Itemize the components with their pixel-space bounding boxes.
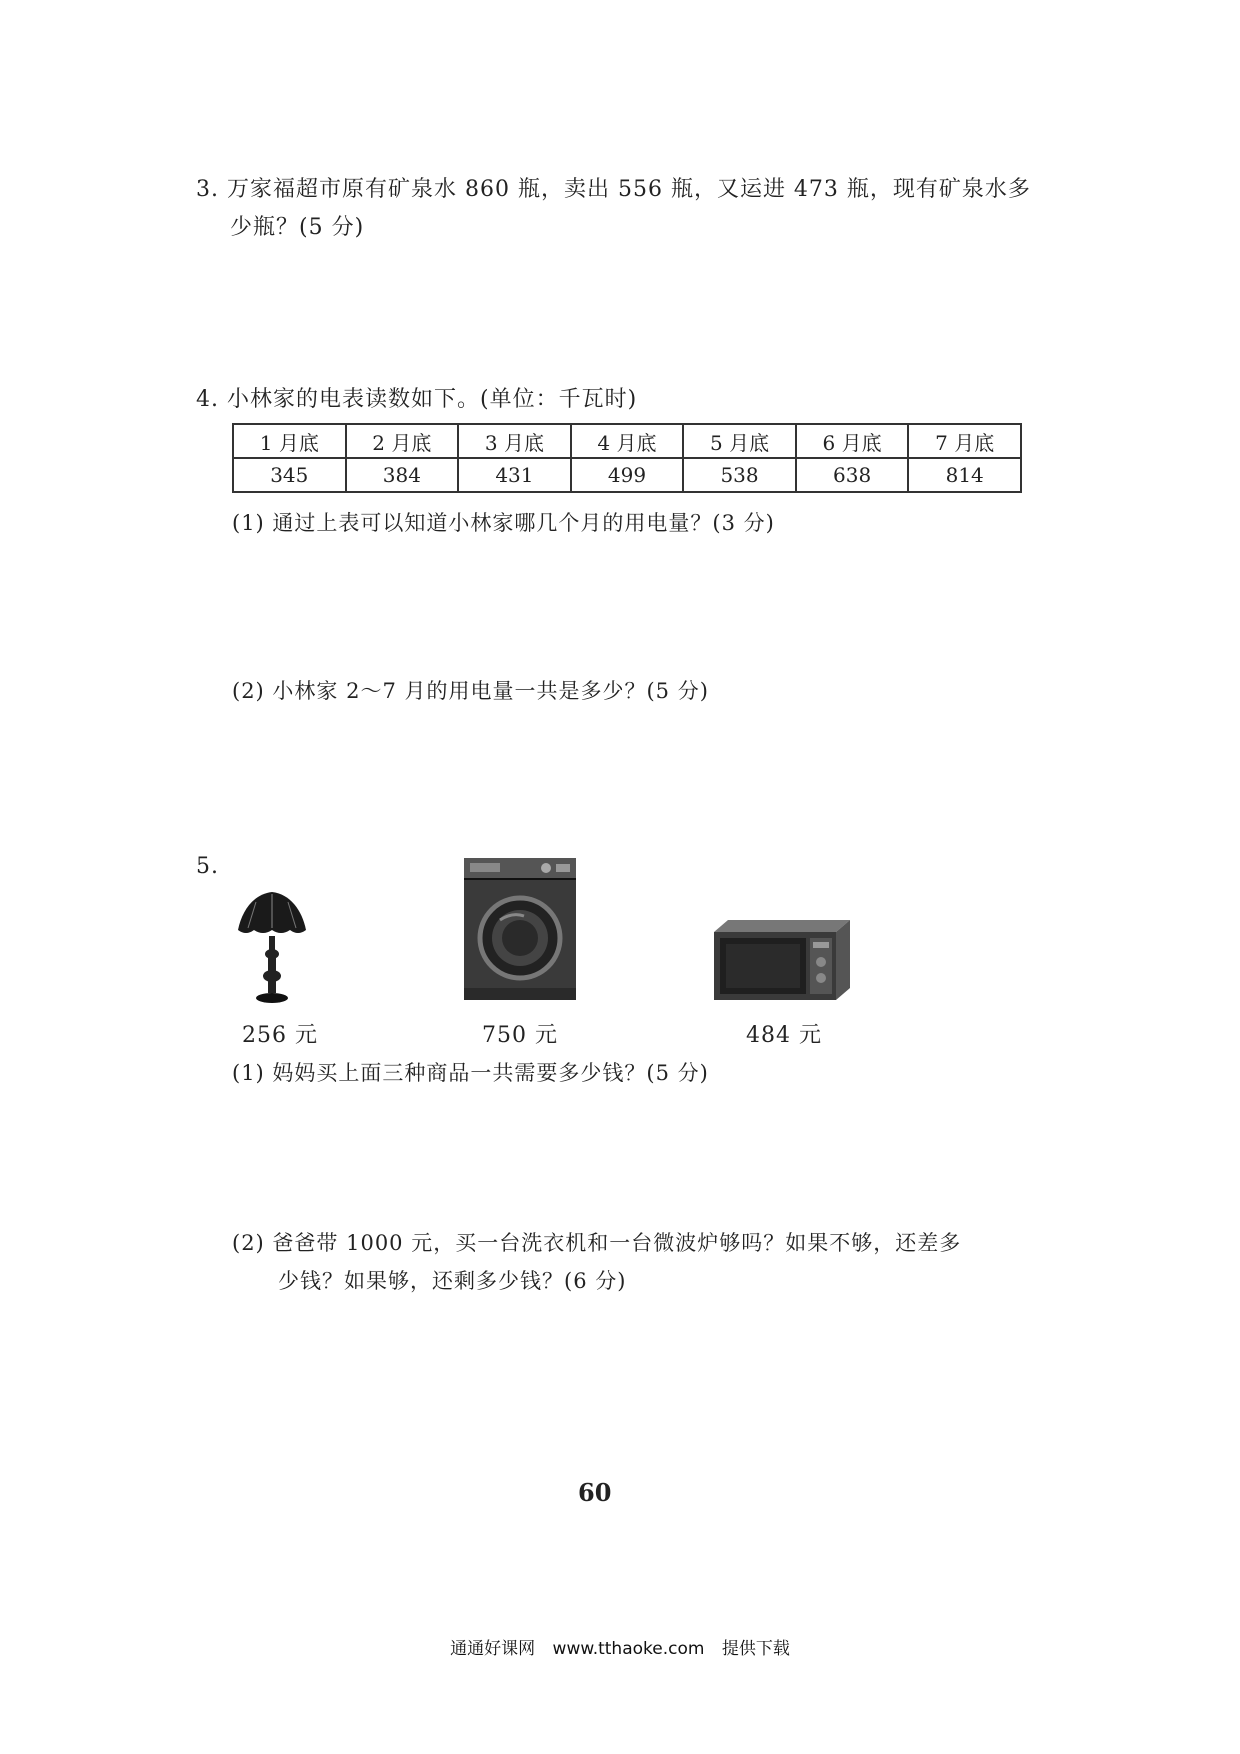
question-5-sub-2-line-1: (2) 爸爸带 1000 元，买一台洗衣机和一台微波炉够吗？如果不够，还差多 <box>232 1231 962 1255</box>
table-cell: 431 <box>458 458 571 492</box>
footer-site-name: 通通好课网 <box>450 1639 536 1659</box>
question-5-number: 5. <box>196 854 219 879</box>
table-header-cell: 4 月底 <box>571 424 684 458</box>
question-4-sub-2: (2) 小林家 2～7 月的用电量一共是多少？(5 分) <box>232 679 709 703</box>
question-5-sub-1: (1) 妈妈买上面三种商品一共需要多少钱？(5 分) <box>232 1061 709 1085</box>
question-5-sub-2 <box>232 1224 961 1300</box>
footer-note: 提供下载 <box>721 1639 790 1659</box>
lamp-price: 256 元 <box>242 1023 318 1048</box>
question-4-sub-1: (1) 通过上表可以知道小林家哪几个月的用电量？(3 分) <box>232 511 775 535</box>
question-4-title: 4. 小林家的电表读数如下。(单位：千瓦时) <box>196 387 638 412</box>
meter-reading-table <box>232 423 1022 493</box>
table-header-row <box>233 424 1021 458</box>
question-5-sub-2-line-2: 少钱？如果够，还剩多少钱？(6 分) <box>278 1269 627 1293</box>
table-cell: 538 <box>683 458 796 492</box>
microwave-price: 484 元 <box>746 1023 822 1048</box>
table-lamp-icon <box>236 888 308 1006</box>
question-3-line-2: 少瓶？(5 分) <box>230 215 365 240</box>
table-cell: 638 <box>796 458 909 492</box>
table-header-cell: 5 月底 <box>683 424 796 458</box>
table-header-cell: 3 月底 <box>458 424 571 458</box>
microwave-oven-icon <box>712 918 852 1002</box>
table-cell: 499 <box>571 458 684 492</box>
table-header-cell: 1 月底 <box>233 424 346 458</box>
footer <box>0 1634 1240 1659</box>
table-cell: 345 <box>233 458 346 492</box>
washing-machine-icon <box>462 856 578 1002</box>
table-row <box>233 458 1021 492</box>
question-3 <box>196 171 1031 247</box>
table-header-cell: 6 月底 <box>796 424 909 458</box>
washing-machine-price: 750 元 <box>482 1023 558 1048</box>
page-number: 60 <box>578 1478 612 1507</box>
question-3-line-1: 3. 万家福超市原有矿泉水 860 瓶，卖出 556 瓶，又运进 473 瓶，现有矿泉水多 <box>196 177 1031 202</box>
table-header-cell: 2 月底 <box>346 424 459 458</box>
table-cell: 814 <box>908 458 1021 492</box>
table-cell: 384 <box>346 458 459 492</box>
table-header-cell: 7 月底 <box>908 424 1021 458</box>
footer-url[interactable]: www.tthaoke.com <box>552 1639 705 1659</box>
